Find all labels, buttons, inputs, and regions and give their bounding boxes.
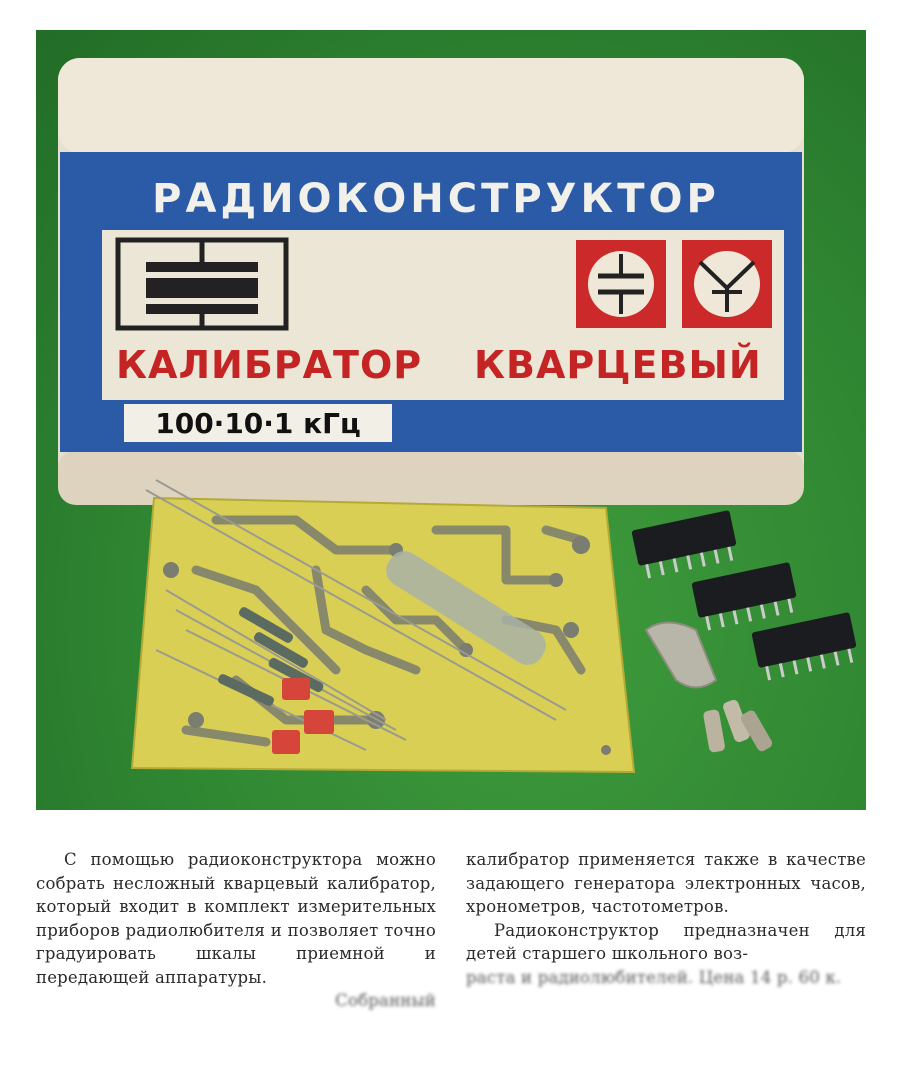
caption-column-right — [466, 848, 866, 989]
box-brand-text: РАДИОКОНСТРУКТОР — [152, 176, 720, 222]
capacitor-symbol-icon — [576, 240, 666, 328]
box-frequency-text: 100·10·1 кГц — [155, 407, 361, 440]
transistor-symbol-icon — [682, 240, 772, 328]
circuit-board — [132, 480, 634, 772]
caption-paragraph: С помощью радиоконструктора можно собрать несложный кварцевый калибратор, который входит в комплект измерительных приборов радиолюбителя и позволяет точно градуировать шкалы приемной и передающей аппаратуры. — [36, 850, 436, 987]
caption-blurred-text: Собранный — [335, 991, 436, 1010]
caption-paragraph: Радиоконструктор предназначен для детей старшего школьного воз- — [466, 920, 866, 963]
product-photo — [36, 30, 866, 810]
caption-paragraph: калибратор применяется также в качестве задающего генератора электронных часов, хронометров, частотометров. — [466, 850, 866, 916]
box-product-right-text: КВАРЦЕВЫЙ — [474, 343, 762, 387]
caption-blurred-text: раста и радиолюбителей. Цена 14 р. 60 к. — [466, 967, 842, 987]
box-product-left-text: КАЛИБРАТОР — [116, 343, 423, 387]
caption-column-left — [36, 848, 436, 1013]
kit-box — [58, 58, 804, 505]
